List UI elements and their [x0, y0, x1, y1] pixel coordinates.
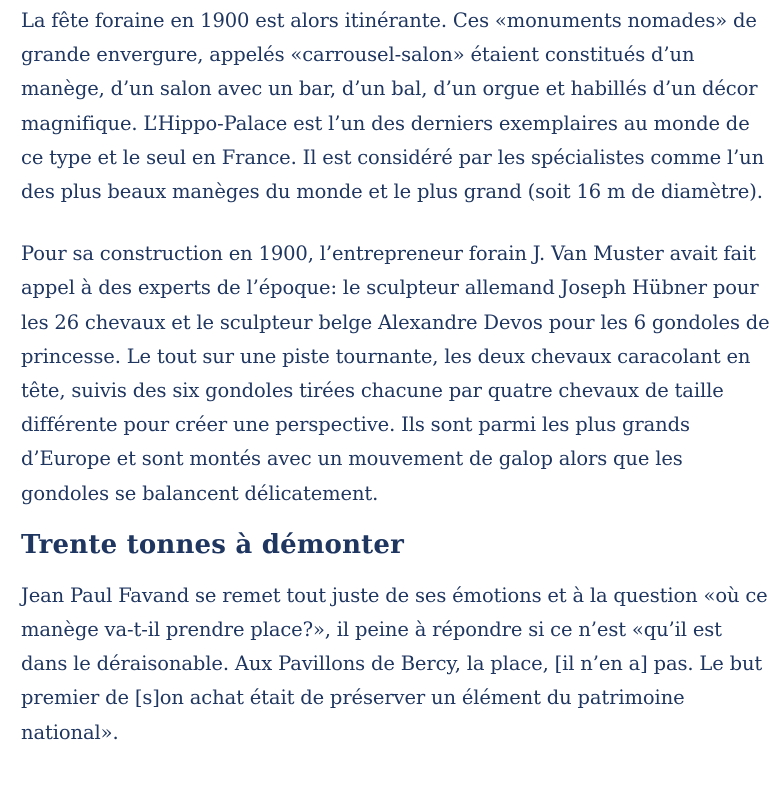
paragraph-favand: Jean Paul Favand se remet tout juste de ses émotions et à la question «où ce manège va-t-il prendre place?», il peine à répondre si ce n’est «qu’il est dans le déraisonable. Aux Pavillons de Bercy, la place, [il n’en a] pas. Le but premier de [s]on achat était de préserver un élément du patrimoine national».	[21, 583, 768, 744]
paragraph-construction: Pour sa construction en 1900, l’entrepreneur forain J. Van Muster avait fait appel à des experts de l’époque: le sculpteur allemand Joseph Hübner pour les 26 chevaux et le sculpteur belge Alexandre Devos pour les 6 gondoles de princesse. Le tout sur une piste tournante, les deux chevaux caracolant en tête, suivis des six gondoles tirées chacune par quatre chevaux de taille différente pour créer une perspective. Ils sont parmi les plus grands d’Europe et sont montés avec un mouvement de galop alors que les gondoles se balancent délicatement.	[21, 242, 770, 505]
article-body	[21, 4, 771, 750]
section-heading: Trente tonnes à démonter	[21, 529, 405, 560]
paragraph-fete-foraine: La fête foraine en 1900 est alors itinérante. Ces «monuments nomades» de grande envergure, appelés «carrousel-salon» étaient constitués d’un manège, d’un salon avec un bar, d’un bal, d’un orgue et habillés d’un décor magnifique. L’Hippo-Palace est l’un des derniers exemplaires au monde de ce type et le seul en France. Il est considéré par les spécialistes comme l’un des plus beaux manèges du monde et le plus grand (soit 16 m de diamètre).	[21, 9, 765, 204]
